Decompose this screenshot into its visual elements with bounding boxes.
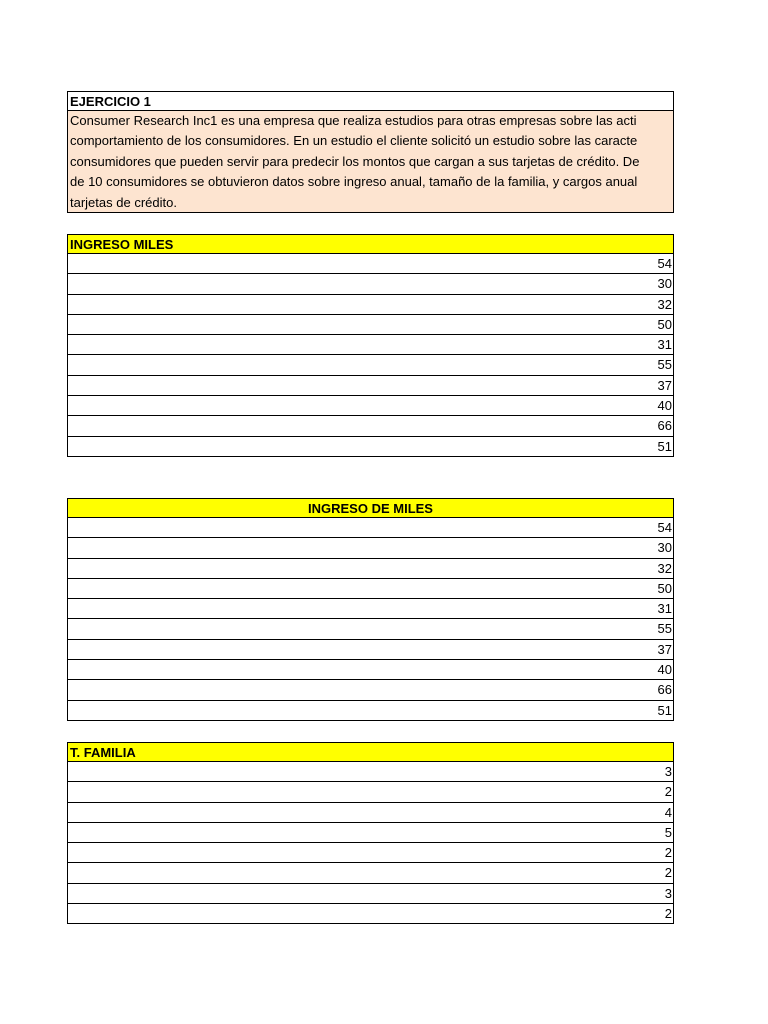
table-row: 54 <box>67 518 674 538</box>
table-row: 55 <box>67 619 674 639</box>
table-row: 30 <box>67 538 674 558</box>
table-row: 5 <box>67 823 674 843</box>
description-line: consumidores que pueden servir para predecir los montos que cargan a sus tarjetas de crédito. De <box>70 153 640 169</box>
exercise-title: EJERCICIO 1 <box>67 91 674 111</box>
table-row: 51 <box>67 437 674 457</box>
table-row: 3 <box>67 762 674 782</box>
table-row: 55 <box>67 355 674 375</box>
table-row: 4 <box>67 803 674 823</box>
table-row: 50 <box>67 315 674 335</box>
table-row: 40 <box>67 660 674 680</box>
table-row: 2 <box>67 782 674 802</box>
table-row: 40 <box>67 396 674 416</box>
description-line: tarjetas de crédito. <box>70 194 177 210</box>
ingreso-miles-table <box>67 234 674 457</box>
table-row: 3 <box>67 884 674 904</box>
t-familia-header: T. FAMILIA <box>67 742 674 762</box>
table-row: 37 <box>67 640 674 660</box>
table-row: 66 <box>67 680 674 700</box>
table-row: 54 <box>67 254 674 274</box>
table-row: 2 <box>67 863 674 883</box>
description-line: comportamiento de los consumidores. En un estudio el cliente solicitó un estudio sobre las caracte <box>70 133 638 149</box>
table-row: 32 <box>67 559 674 579</box>
table-row: 32 <box>67 295 674 315</box>
table-row: 50 <box>67 579 674 599</box>
table-row: 51 <box>67 701 674 721</box>
table-row: 31 <box>67 335 674 355</box>
ingreso-miles-header: INGRESO MILES <box>67 234 674 254</box>
ingreso-de-miles-table <box>67 498 674 721</box>
table-row: 31 <box>67 599 674 619</box>
table-row: 66 <box>67 416 674 436</box>
exercise-description <box>67 111 674 213</box>
exercise-block <box>67 91 674 213</box>
description-line: de 10 consumidores se obtuvieron datos sobre ingreso anual, tamaño de la familia, y cargos anual <box>70 174 638 190</box>
ingreso-de-miles-header: INGRESO DE MILES <box>67 498 674 518</box>
table-row: 2 <box>67 904 674 924</box>
t-familia-table <box>67 742 674 924</box>
table-row: 37 <box>67 376 674 396</box>
table-row: 30 <box>67 274 674 294</box>
description-line: Consumer Research Inc1 es una empresa que realiza estudios para otras empresas sobre las acti <box>70 113 637 128</box>
table-row: 2 <box>67 843 674 863</box>
